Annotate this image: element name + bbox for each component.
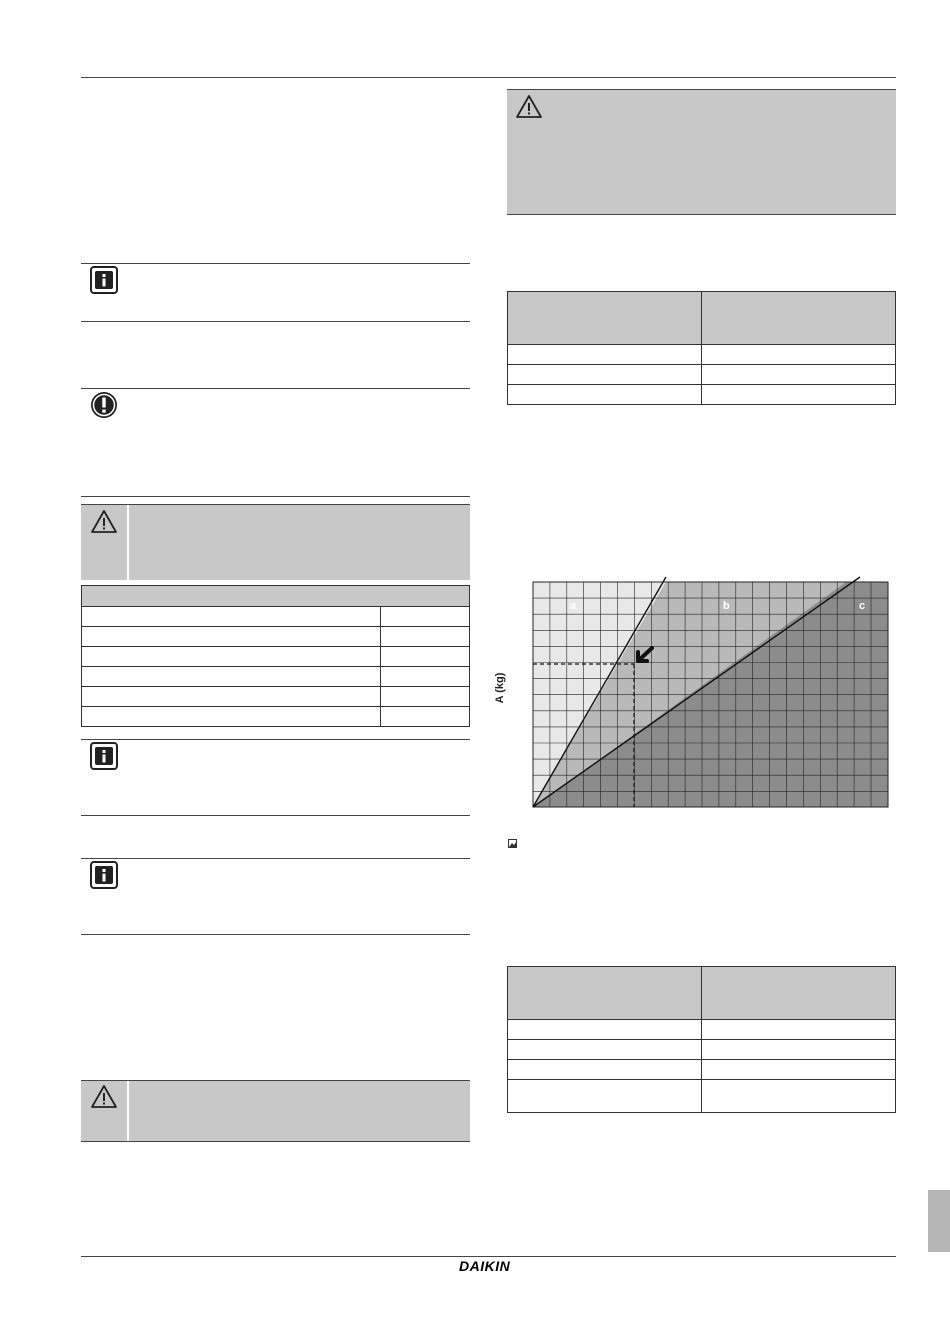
table-header-row	[508, 967, 896, 1020]
chapter-side-tab	[928, 1190, 950, 1252]
table-row	[82, 687, 470, 707]
warning-triangle-icon	[90, 1083, 118, 1111]
footer-rule	[81, 1256, 896, 1257]
table-header-row	[82, 586, 470, 607]
left-table	[81, 585, 470, 727]
info-icon	[90, 742, 118, 770]
region-label-b: b	[723, 600, 730, 612]
notice-block-bottom-rule	[81, 496, 470, 497]
right-table-1	[507, 291, 896, 405]
warning-block	[81, 505, 470, 580]
table-row	[82, 607, 470, 627]
warning-block-top-rule	[507, 89, 896, 90]
header-rule	[81, 77, 896, 78]
warning-block	[81, 1081, 470, 1141]
exclamation-icon	[90, 391, 118, 419]
table-row	[508, 1020, 896, 1040]
warning-block-top-rule	[81, 504, 470, 505]
right-table-2	[507, 966, 896, 1113]
table-row	[508, 1060, 896, 1080]
table-row	[82, 707, 470, 727]
info-icon	[90, 861, 118, 889]
warning-triangle-icon	[90, 508, 118, 536]
brand-logo: DAIKIN	[459, 1258, 511, 1274]
info-block-bottom-rule	[81, 934, 470, 935]
region-label-a: a	[570, 600, 577, 612]
table-row	[508, 1040, 896, 1060]
info-block-top-rule	[81, 739, 470, 740]
info-block-top-rule	[81, 858, 470, 859]
notice-block-top-rule	[81, 388, 470, 389]
table-row	[508, 345, 896, 365]
info-block-bottom-rule	[81, 321, 470, 322]
warning-block-top-rule	[81, 1080, 470, 1081]
warning-triangle-icon	[515, 93, 543, 121]
info-block-bottom-rule	[81, 815, 470, 816]
region-label-c: c	[859, 600, 866, 612]
image-placeholder-icon	[508, 839, 517, 848]
info-block-top-rule	[81, 263, 470, 264]
table-row	[82, 647, 470, 667]
warning-block-bottom-rule	[81, 1141, 470, 1142]
table-row	[82, 627, 470, 647]
table-row	[508, 385, 896, 405]
warning-block-bottom-rule	[507, 214, 896, 215]
table-row	[508, 1080, 896, 1113]
refrigerant-chart	[530, 572, 892, 812]
y-axis-label: A (kg)	[494, 672, 506, 704]
table-row	[508, 365, 896, 385]
warning-block	[507, 90, 896, 214]
table-row	[82, 667, 470, 687]
table-header-row	[508, 292, 896, 345]
info-icon	[90, 266, 118, 294]
